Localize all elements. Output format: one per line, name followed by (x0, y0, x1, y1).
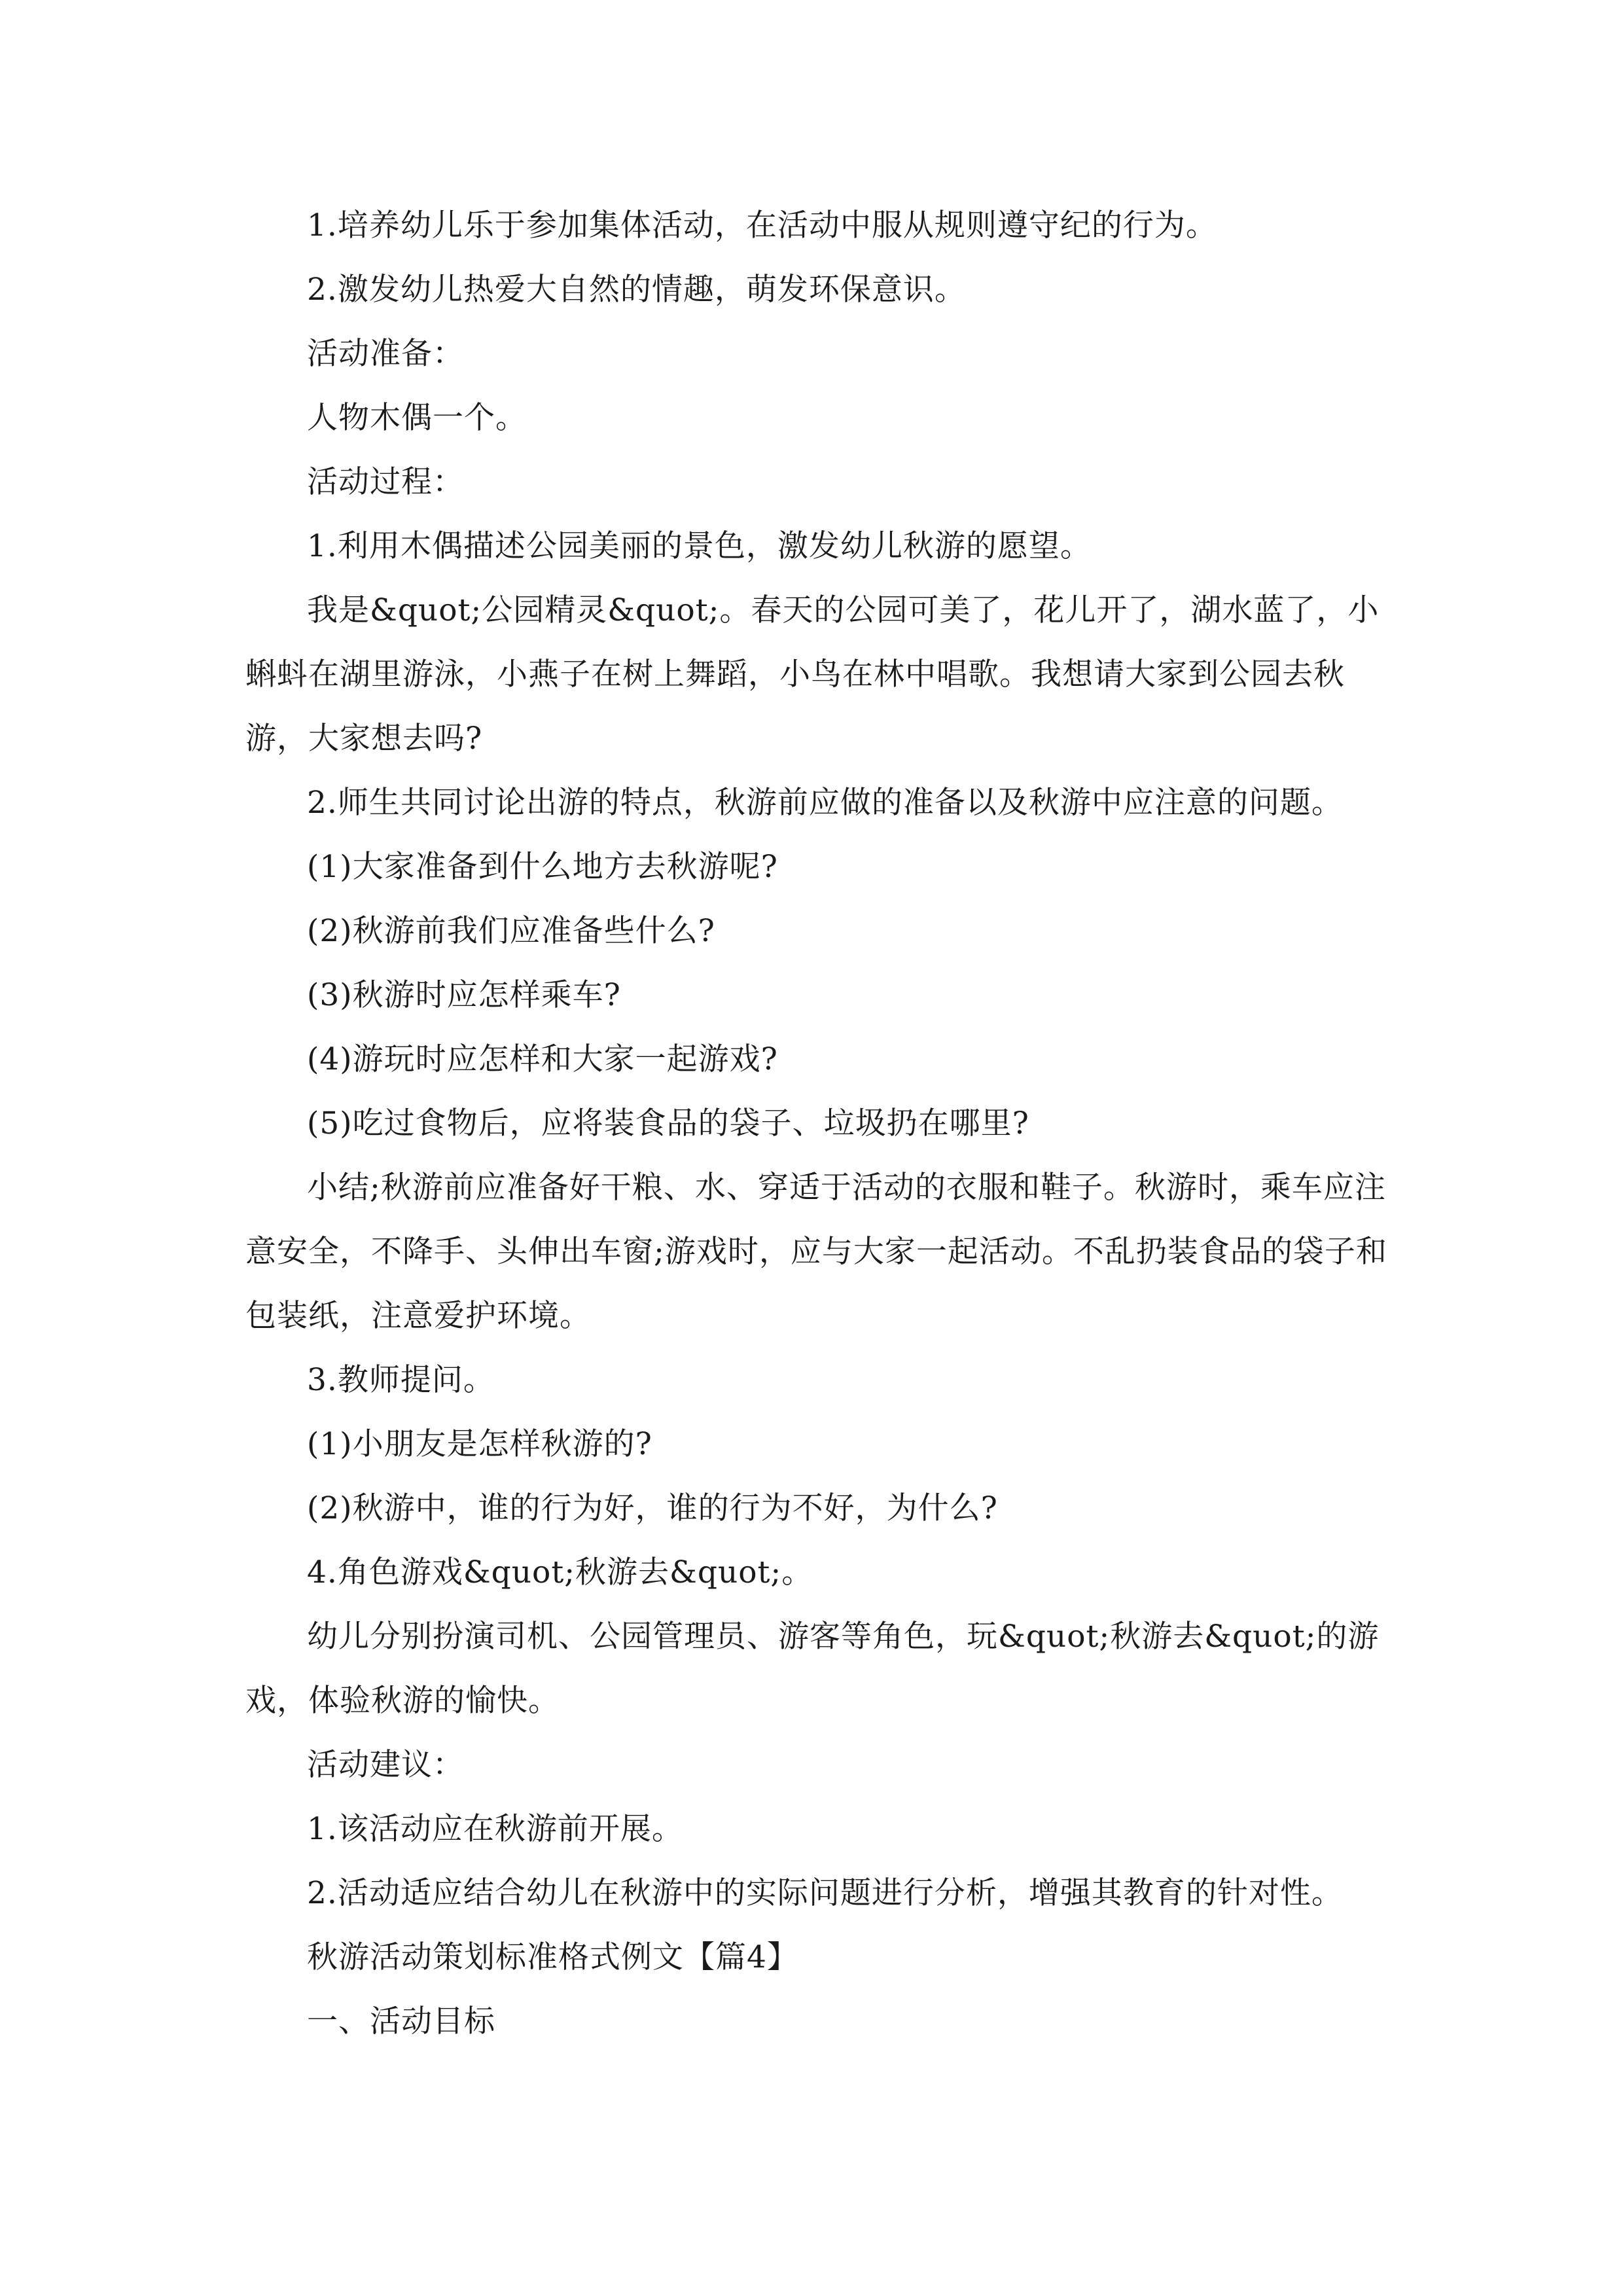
paragraph: 2.激发幼儿热爱大自然的情趣，萌发环保意识。 (307, 272, 966, 308)
paragraph: 1.利用木偶描述公园美丽的景色，激发幼儿秋游的愿望。 (307, 528, 1092, 564)
paragraph: 4.角色游戏&quot;秋游去&quot;。 (307, 1554, 813, 1590)
article-title: 秋游活动策划标准格式例文【篇4】 (307, 1939, 798, 1975)
paragraph: 2.活动适应结合幼儿在秋游中的实际问题进行分析，增强其教育的针对性。 (307, 1875, 1343, 1911)
paragraph: 人物木偶一个。 (307, 400, 527, 436)
paragraph: (2)秋游前我们应准备些什么? (307, 913, 715, 949)
paragraph: 1.培养幼儿乐于参加集体活动，在活动中服从规则遵守纪的行为。 (307, 207, 1217, 243)
paragraph: (1)大家准备到什么地方去秋游呢? (307, 849, 778, 885)
section-heading: 活动建议： (307, 1747, 464, 1783)
paragraph: (1)小朋友是怎样秋游的? (307, 1426, 652, 1462)
paragraph: (2)秋游中，谁的行为好，谁的行为不好，为什么? (307, 1490, 998, 1526)
paragraph: 1.该活动应在秋游前开展。 (307, 1811, 683, 1847)
paragraph: (5)吃过食物后，应将装食品的袋子、垃圾扔在哪里? (307, 1105, 1029, 1141)
paragraph: 我是&quot;公园精灵&quot;。春天的公园可美了，花儿开了，湖水蓝了，小蝌蚪在湖里游泳，小燕子在树上舞蹈，小鸟在林中唱歌。我想请大家到公园去秋游，大家想去吗? (245, 592, 1380, 757)
paragraph: (4)游玩时应怎样和大家一起游戏? (307, 1041, 778, 1077)
paragraph: (3)秋游时应怎样乘车? (307, 977, 621, 1013)
paragraph: 3.教师提问。 (307, 1362, 495, 1398)
section-heading: 活动准备： (307, 336, 464, 372)
section-heading: 一、活动目标 (307, 2003, 495, 2039)
document-body (245, 194, 1404, 2054)
section-heading: 活动过程： (307, 464, 464, 500)
paragraph: 小结;秋游前应准备好干粮、水、穿适于活动的衣服和鞋子。秋游时，乘车应注意安全，不降手、头伸出车窗;游戏时，应与大家一起活动。不乱扔装食品的袋子和包装纸，注意爱护环境。 (245, 1170, 1387, 1334)
paragraph: 2.师生共同讨论出游的特点，秋游前应做的准备以及秋游中应注意的问题。 (307, 785, 1343, 821)
paragraph: 幼儿分别扮演司机、公园管理员、游客等角色，玩&quot;秋游去&quot;的游戏，体验秋游的愉快。 (245, 1619, 1380, 1719)
